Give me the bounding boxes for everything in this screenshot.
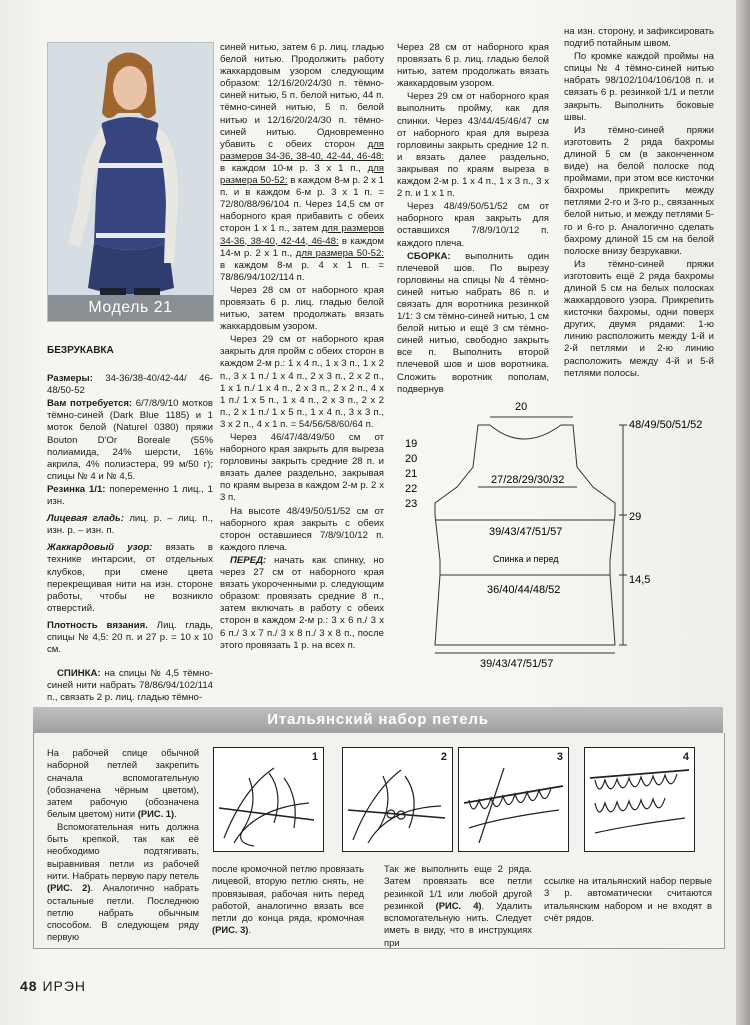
density-value: Лиц. гладь, спицы № 4,5: 20 п. и 27 р. = 10 х 10 см. xyxy=(47,619,213,656)
page-spine xyxy=(736,0,750,1025)
left-label-4: 22 xyxy=(405,483,418,495)
page-number: 48 xyxy=(20,978,38,994)
back-intro xyxy=(47,668,213,704)
rib-label: Резинка 1/1: xyxy=(47,483,106,495)
size-underline: для размеров 34-36, 38-40, 42-44, 46-48: xyxy=(220,138,384,162)
text-run: . xyxy=(174,808,177,820)
size-underline: для размера 50-52: xyxy=(295,247,385,259)
page-footer xyxy=(20,978,86,994)
sizes-value: 34-36/38-40/42-44/ 46-48/50-52 xyxy=(47,373,213,397)
figure-ref: (РИС. 4) xyxy=(435,899,482,911)
front-value: начать как спинку, но через 27 см от наборного края вязать укороченными р. следующим образом: провязать средние 8 п., затем включать в работу с обеих сторон в каждом 2-м р.: 3 х 6 п./ 3 х 6 п./ 3 х 7 п./ 3 х 8 п./ 3 х 8 п., после этого провязать 1 р. на всех п. xyxy=(220,554,384,651)
density xyxy=(47,620,213,656)
jacquard-label: Жаккардовый узор: xyxy=(47,542,153,554)
column-2 xyxy=(220,42,384,653)
size-underline: для размера 50-52: xyxy=(220,162,384,187)
step-3-illustration xyxy=(458,747,569,852)
sizes-label: Размеры: xyxy=(47,373,93,385)
item-title: БЕЗРУКАВКА xyxy=(47,345,114,356)
text-run: . Аналогично набрать остальные петли. Последнюю петлю набрать обычным способом. В следующем ряду первую xyxy=(47,882,200,943)
back-paragraph-4: Через 46/47/48/49/50 см от наборного края закрыть для выреза горловины закрыть средние 28 п. и вязать далее раздельно, закрывая по краям выреза в каждом 2-м р. 2 х 3 п. xyxy=(220,432,384,504)
left-label-3: 21 xyxy=(405,468,418,480)
rib-pattern xyxy=(47,484,213,508)
text-run: На рабочей спице обычной наборной петлей закрепить сначала вспомогательную (обозначена чёрным цветом), затем рабочую (обозначена белым цветом) нити xyxy=(47,747,199,820)
figure-ref: (РИС. 1) xyxy=(137,808,175,820)
text-run: после кромочной петлю провязать лицевой, вторую петлю снять, не провязывая, рабочая нить перед работой, аналогично вязать все петли до конца ряда, кромочная xyxy=(212,863,364,924)
cast-on-para-1 xyxy=(47,747,199,821)
size-underline: для размеров 34-36, 38-40, 42-44, 46-48: xyxy=(220,223,384,247)
text-run: синей нитью, затем 6 р. лиц. гладью белой нитью. Продолжить работу жаккардовым узором следующим образом: 12/16/20/24/30 п. тёмно-синей нитью, 5 п. белой нитью, 44 п. тёмно-синей нитью, 5 п. белой нитью и 12/16/20/24/30 п. тёмно-синей нитью. Одновременно убавить с обеих сторон xyxy=(220,42,384,150)
text-run: в каждом 10-м р. 3 х 1 п., xyxy=(220,162,368,174)
text-run: в каждом 8-м р. 4 х 1 п. = 78/86/94/102/114 п. xyxy=(220,259,384,283)
back-value: на спицы № 4,5 тёмно-синей нити набрать 78/86/94/102/114 п., связать 2 р. лиц. гладью тёмно- xyxy=(47,668,213,704)
cast-on-para-2 xyxy=(47,821,199,944)
neck-width-label: 20 xyxy=(515,401,528,413)
front-label: ПЕРЕД: xyxy=(230,554,267,566)
assembly-paragraph-2: на изн. сторону, и зафиксировать подгиб потайным швом. xyxy=(564,26,714,50)
figure-ref: (РИС. 2) xyxy=(47,882,91,894)
sizes xyxy=(47,373,213,397)
front-paragraph-4: Через 48/49/50/51/52 см от наборного края закрыть для оставшихся 7/8/9/10/12 п. каждого плеча. xyxy=(397,201,549,249)
front-paragraph-3: Через 29 см от наборного края выполнить пройму, как для спинки. Через 43/44/45/46/47 см от наборного края для выреза горловины закрыть средние 12 п. и вязать далее раздельно, закрывая по краям выреза в каждом 2-м р. 1 х 4 п., 1 х 3 п., 3 х 2 п. и 1 х 1 п. xyxy=(397,91,549,200)
hand-knitting-icon xyxy=(214,748,323,851)
text-run: в каждом 14-м р. 2 х 1 п., xyxy=(220,235,384,259)
italian-cast-on-col-2 xyxy=(212,863,364,937)
step-2-number: 2 xyxy=(440,751,447,763)
text-run: в каждом 8-м р. 2 х 1 п. и в каждом 6-м р. 3 х 1 п. = 72/80/88/96/104 п. Через 14,5 см от наборного края прибавить с обеих сторон 1 х 1 п., затем xyxy=(220,175,384,235)
materials-label: Вам потребуется: xyxy=(47,398,133,410)
waist-width-label: 36/40/44/48/52 xyxy=(487,584,561,596)
armhole-depth-label: 29 xyxy=(629,511,642,523)
hand-knitting-icon xyxy=(343,748,452,851)
step-3-number: 3 xyxy=(556,751,563,763)
stockinette-value: лиц. р. – лиц. п., изн. р. – изн. п. xyxy=(47,513,213,537)
left-label-2: 20 xyxy=(405,453,418,465)
model-photo xyxy=(47,42,214,322)
stitches-icon xyxy=(459,748,568,851)
assembly-paragraph xyxy=(397,251,549,396)
waist-height-label: 14,5 xyxy=(629,574,651,586)
chest-width-label: 39/43/47/51/57 xyxy=(489,526,563,538)
figure-ref: (РИС. 3) xyxy=(212,924,249,936)
text-run: Так же выполнить еще 2 ряда. Затем провязать все петли резинкой 1/1 или любой другой резинкой xyxy=(384,863,532,911)
text-run: . xyxy=(248,924,252,936)
text-run: . Удалить вспомогательную нить. Следует иметь в виду, что в инструкциях при xyxy=(384,899,532,948)
front-paragraph-2: Через 28 см от наборного края провязать 6 р. лиц. гладью белой нитью, затем продолжать вязать жаккардовым узором. xyxy=(397,42,549,90)
materials xyxy=(47,398,213,483)
column-3 xyxy=(397,42,549,397)
assembly-paragraph-4: Из тёмно-синей пряжи изготовить 2 ряда бахромы длиной 5 см (в законченном виде) на белой полоске под проймами, при этом все кисточки бахромы прикрепить между петлями 2-го и 3-го р., связанных белой нитью, и между петлями 5-го и 6-го р. Аналогично сделать бахрому длиной 15 см на белой полоске внизу безрукавки. xyxy=(564,124,714,257)
italian-cast-on-col-3 xyxy=(384,863,532,949)
step-4-illustration xyxy=(584,747,695,852)
density-label: Плотность вязания. xyxy=(47,619,148,631)
step-1-illustration xyxy=(213,747,324,852)
left-label-5: 23 xyxy=(405,498,418,510)
stockinette-label: Лицевая гладь: xyxy=(47,513,124,525)
back-paragraph-2: Через 28 см от наборного края провязать 6 р. лиц. гладью белой нитью, затем продолжать вязать жаккардовым узором. xyxy=(220,284,384,333)
step-4-number: 4 xyxy=(682,751,689,763)
bottom-width-label: 39/43/47/51/57 xyxy=(480,658,554,670)
schematic-svg xyxy=(395,395,725,675)
piece-label: Спинка и перед xyxy=(493,554,559,564)
italian-cast-on-col-1 xyxy=(47,747,199,944)
materials-value: 6/7/8/9/10 мотков тёмно-синей (Dark Blue 1185) и 1 моток белой (Naturel 0380) пряжи Bouton D'Or Boreale (55% полиамида, 24% шерсти, 16% акрила, 4% полиэстера, 99 м/50 г); спицы № 4 и № 4,5. xyxy=(47,398,213,482)
magazine-name: ИРЭН xyxy=(42,978,87,994)
jacquard-value: вязать в технике интарсии, от отдельных клубков, при смене цвета перекрещивая нити на изн. стороне работы, чтобы не возникло отверстий. xyxy=(47,542,213,614)
cast-on-para-4 xyxy=(384,863,532,949)
model-illustration xyxy=(48,43,213,321)
section-title: Итальянский набор петель xyxy=(267,711,489,728)
pattern-schematic xyxy=(395,395,725,675)
back-label: СПИНКА: xyxy=(57,668,101,680)
left-label-1: 19 xyxy=(405,438,418,450)
back-paragraph-3: Через 29 см от наборного края закрыть для пройм с обеих сторон в каждом 2-м р.: 1 х 4 п., 1 х 3 п., 1 х 2 п., 3 х 1 п./ 1 х 4 п., 2 х 3 п., 2 х 2 п., 1 х 1 п./ 1 х 4 п., 2 х 3 п., 2 х 2 п., 4 х 1 п./ 1 х 5 п., 1 х 4 п., 2 х 3 п., 2 х 2 п., 2 х 1 п./ 1 х 5 п., 1 х 4 п., 3 х 3 п., 3 х 2 п., 4 х 1 п. = 54/56/58/60/64 п. xyxy=(220,334,384,430)
back-jacquard-para xyxy=(220,42,384,284)
front-paragraph xyxy=(220,555,384,652)
shoulder-width-label: 27/28/29/30/32 xyxy=(491,474,565,486)
back-paragraph-5: На высоте 48/49/50/51/52 см от наборного края закрыть с обеих сторон оставшиеся 7/8/9/10/12 п. каждого плеча. xyxy=(220,505,384,553)
column-4 xyxy=(564,26,714,381)
rib-value: попеременно 1 лиц., 1 изн. xyxy=(47,483,213,508)
italian-cast-on-col-4 xyxy=(544,875,712,924)
step-1-number: 1 xyxy=(311,751,318,763)
section-banner xyxy=(33,707,723,733)
cast-on-para-3 xyxy=(212,863,364,937)
step-2-illustration xyxy=(342,747,453,852)
cast-on-para-5: ссылке на итальянский набор первые 3 р. автоматически считаются итальянским набором и не входят в счёт рядов. xyxy=(544,875,712,923)
column-1 xyxy=(47,345,213,705)
stockinette xyxy=(47,513,213,537)
jacquard xyxy=(47,542,213,615)
height-label: 48/49/50/51/52 xyxy=(629,419,703,431)
assembly-paragraph-3: По кромке каждой проймы на спицы № 4 тёмно-синей нитью набрать 98/102/104/106/108 п. и связать 6 р. резинкой 1/1 и петли закрыть. Выполнить боковые швы. xyxy=(564,51,714,123)
text-run: Вспомогательная нить должна быть крепкой, так как её необходимо подтягивать, выравнивая петли из рабочей нити. Набрать первую пару петель xyxy=(47,820,199,881)
assembly-paragraph-5: Из тёмно-синей пряжи изготовить ещё 2 ряда бахромы длиной 5 см на белых полосках жаккардового узора. Прикрепить кисточки бахромы, одни поверх других, двумя рядами: 1-ю линию расположить между 1-й и 2-й петлями и 2-ю линию расположить между 4-й и 5-й петлями полосы. xyxy=(564,258,714,379)
assembly-value: выполнить один плечевой шов. По вырезу горловины на спицы № 4 тёмно-синей нитью набрать 86 п. и связать для воротника резинкой 1/1: 3 см тёмно-синей нитью, 1 см белой нитью и ещё 3 см тёмно-синей нитью, свободно закрыть все п. Выполнить второй плечевой шов и шов воротника. Сложить воротник пополам, подвернув xyxy=(397,250,549,395)
assembly-label: СБОРКА: xyxy=(407,250,451,262)
stitches-icon xyxy=(585,748,694,851)
model-label: Модель 21 xyxy=(48,295,213,321)
